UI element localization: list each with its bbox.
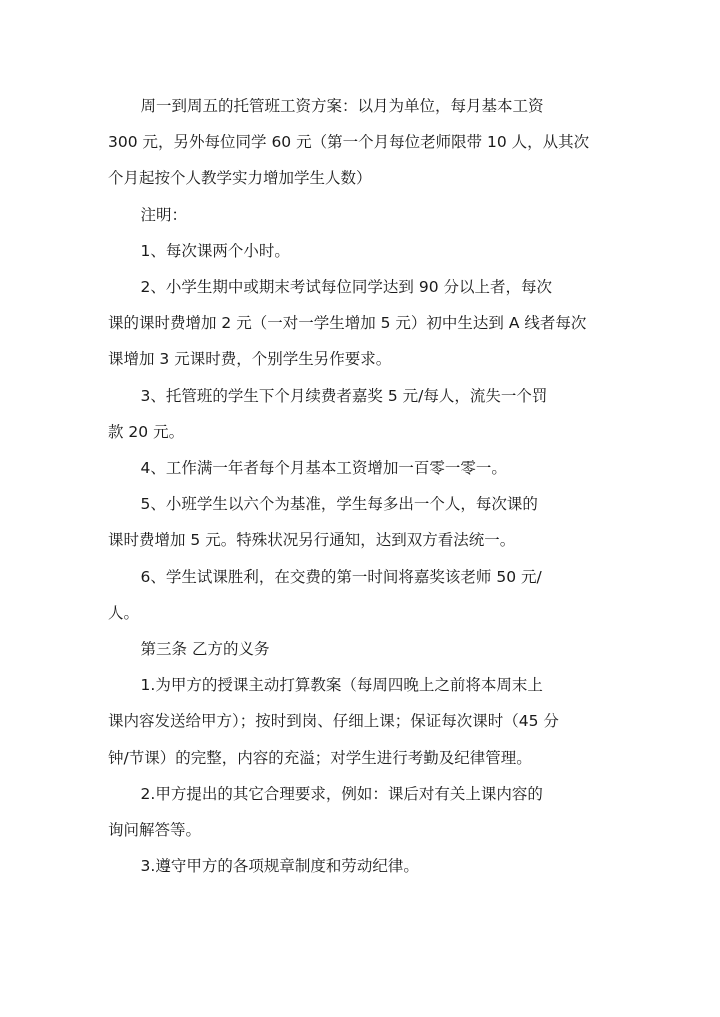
text-line: 第三条 乙方的义务	[140, 640, 270, 659]
paragraph-p9	[108, 631, 617, 667]
text-line: 300 元，另外每位同学 60 元（第一个月每位老师限带 10 人，从其次	[108, 133, 590, 152]
paragraph-p1	[108, 88, 617, 197]
text-line: 课时费增加 5 元。特殊状况另行通知，达到双方看法统一。	[108, 531, 516, 550]
text-line: 5、小班学生以六个为基准，学生每多出一个人，每次课的	[140, 495, 538, 514]
paragraph-p6	[108, 450, 617, 486]
text-line: 2、小学生期中或期末考试每位同学达到 90 分以上者，每次	[140, 278, 552, 297]
paragraph-p11	[108, 776, 617, 848]
text-line: 课内容发送给甲方）；按时到岗、仔细上课；保证每次课时（45 分	[108, 712, 559, 731]
text-line: 款 20 元。	[108, 422, 185, 441]
text-line: 钟/节课）的完整，内容的充溢；对学生进行考勤及纪律管理。	[108, 748, 532, 767]
text-line: 课的课时费增加 2 元（一对一学生增加 5 元）初中生达到 A 线者每次	[108, 314, 587, 333]
paragraph-p2	[108, 197, 617, 233]
text-line: 1.为甲方的授课主动打算教案（每周四晚上之前将本周末上	[140, 676, 543, 695]
text-line: 4、工作满一年者每个月基本工资增加一百零一零一。	[140, 459, 507, 478]
paragraph-p3	[108, 233, 617, 269]
text-line: 1、每次课两个小时。	[140, 241, 290, 260]
text-line: 注明：	[140, 205, 188, 224]
paragraph-p8	[108, 559, 617, 631]
paragraph-p10	[108, 667, 617, 776]
text-line: 3、托管班的学生下个月续费者嘉奖 5 元/每人，流失一个罚	[140, 386, 548, 405]
text-line: 2.甲方提出的其它合理要求，例如：课后对有关上课内容的	[140, 784, 543, 803]
text-line: 课增加 3 元课时费，个别学生另作要求。	[108, 350, 392, 369]
paragraph-p12	[108, 848, 617, 884]
paragraph-p7	[108, 486, 617, 558]
text-line: 周一到周五的托管班工资方案：以月为单位，每月基本工资	[140, 97, 544, 115]
paragraph-p5	[108, 378, 617, 450]
text-line: 个月起按个人教学实力增加学生人数）	[108, 169, 372, 188]
text-line: 3.遵守甲方的各项规章制度和劳动纪律。	[140, 857, 419, 876]
text-line: 人。	[108, 603, 140, 622]
paragraph-p4	[108, 269, 617, 378]
text-line: 6、学生试课胜利，在交费的第一时间将嘉奖该老师 50 元/	[140, 567, 542, 586]
document-body	[108, 88, 617, 884]
text-line: 询问解答等。	[108, 821, 202, 840]
